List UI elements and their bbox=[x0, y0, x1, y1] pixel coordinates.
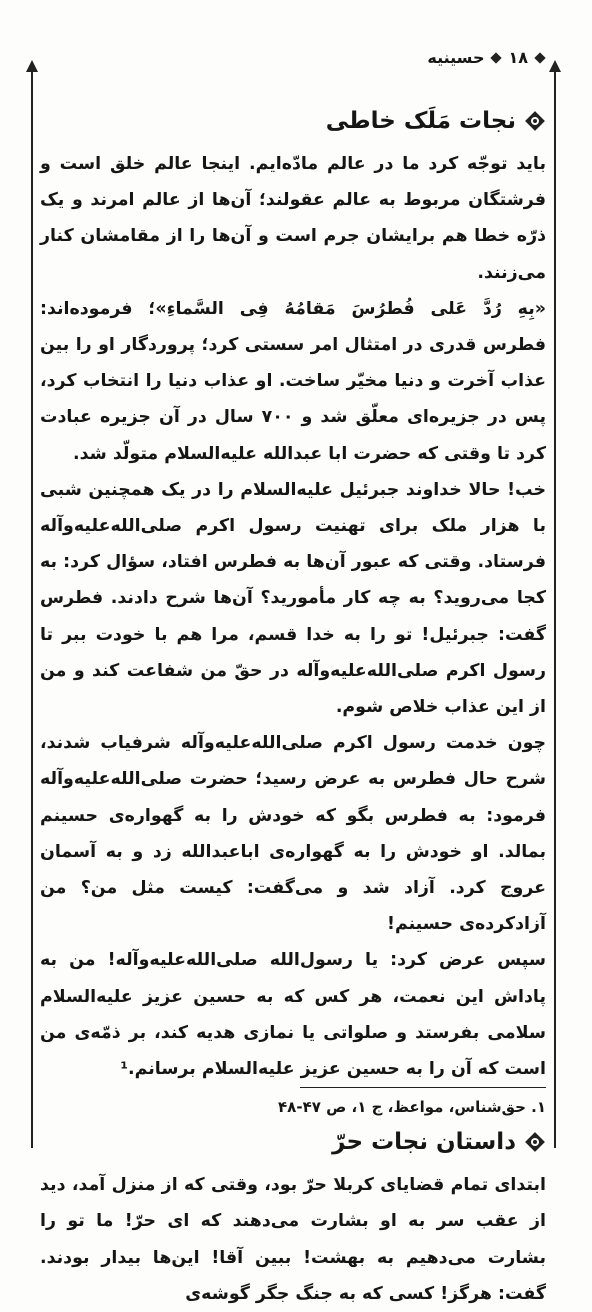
right-margin-rule bbox=[554, 70, 556, 1148]
page-number: ۱۸ bbox=[508, 48, 528, 67]
diamond-icon bbox=[491, 52, 502, 63]
page-header bbox=[40, 48, 546, 76]
paragraph: چون خدمت رسول اکرم صلی‌الله‌علیه‌وآله شرفیاب شدند، شرح حال فطرس به عرض رسید؛ حضرت صلی‌الله‌علیه‌وآله فرمود: به فطرس بگو که خودش را به گهواره‌ی حسینم بمالد. او خودش را به گهواره‌ی اباعبدالله زد و به آسمان عروج کرد. آزاد شد و می‌گفت: کیست مثل من؟ من آزادکرده‌ی حسینم! bbox=[40, 733, 546, 935]
paragraph: «بِهِ رُدَّ عَلی فُطرُسَ مَقامُهُ فِی السَّماءِ»؛ فرموده‌اند: فطرس قدری در امتثال امر سستی کرد؛ پروردگار او را بین عذاب آخرت و دنیا مخیّر ساخت. او عذاب دنیا را انتخاب کرد، پس در جزیره‌ای معلّق شد و ۷۰۰ سال در آن جزیره عبادت کرد تا وقتی که حضرت ابا عبدالله علیه‌السلام متولّد شد. bbox=[40, 298, 547, 464]
book-title: حسینیه bbox=[427, 48, 485, 67]
left-margin-rule bbox=[31, 70, 33, 1148]
ornament-icon bbox=[524, 110, 546, 132]
footnote: ۱. حق‌شناس، مواعظ، ج ۱، ص ۴۷-۴۸ bbox=[278, 1098, 546, 1116]
right-arrow-icon bbox=[549, 60, 561, 72]
paragraph: ابتدای تمام قضایای کربلا حرّ بود، وقتی که از منزل آمد، دید از عقب سر به او بشارت می‌دهند که ای حرّ! ما تو را بشارت می‌دهیم به بهشت! ببین آقا! این‌ها بیدار بودند. گفت: هرگز! کسی که به جنگ جگر گوشه‌ی bbox=[40, 1175, 546, 1304]
paragraph: سپس عرض کرد: یا رسول‌الله صلی‌الله‌علیه‌وآله! من به پاداش این نعمت، هر کس که به حسین عزیز علیه‌السلام سلامی بفرستد و صلواتی یا نمازی هدیه کند، بر ذمّه‌ی من است که آن را به حسین عزیز علیه‌السلام برسانم.¹ bbox=[40, 950, 546, 1080]
section-title: نجات مَلَک خاطی bbox=[325, 108, 516, 134]
section-title: داستان نجات حرّ bbox=[332, 1129, 516, 1156]
left-arrow-icon bbox=[26, 60, 38, 72]
footnote-divider bbox=[300, 1087, 546, 1088]
diamond-icon bbox=[534, 52, 545, 63]
section-heading bbox=[40, 100, 546, 142]
page-content bbox=[40, 100, 546, 1312]
paragraph: باید توجّه کرد ما در عالم مادّه‌ایم. اینجا عالم خلق است و فرشتگان مربوط به عالم عقولند؛ آن‌ها از عالم امرند و یک ذرّه خطا هم برایشان جرم است و آن‌ها را از مقامشان کنار می‌زنند. bbox=[40, 154, 546, 283]
paragraph: خب! حالا خداوند جبرئیل علیه‌السلام را در یک همچنین شبی با هزار ملک برای تهنیت رسول اکرم صلی‌الله‌علیه‌وآله فرستاد. وقتی که عبور آن‌ها به فطرس افتاد، سؤال کرد: به کجا می‌روید؟ به چه کار مأمورید؟ آن‌ها شرح دادند. فطرس گفت: جبرئیل! تو را به خدا قسم، مرا هم با خودت ببر تا رسول اکرم صلی‌الله‌علیه‌وآله در حقّ من شفاعت کند و من از این عذاب خلاص شوم. bbox=[40, 479, 546, 718]
ornament-icon bbox=[524, 1131, 546, 1153]
section-heading bbox=[40, 1121, 546, 1163]
